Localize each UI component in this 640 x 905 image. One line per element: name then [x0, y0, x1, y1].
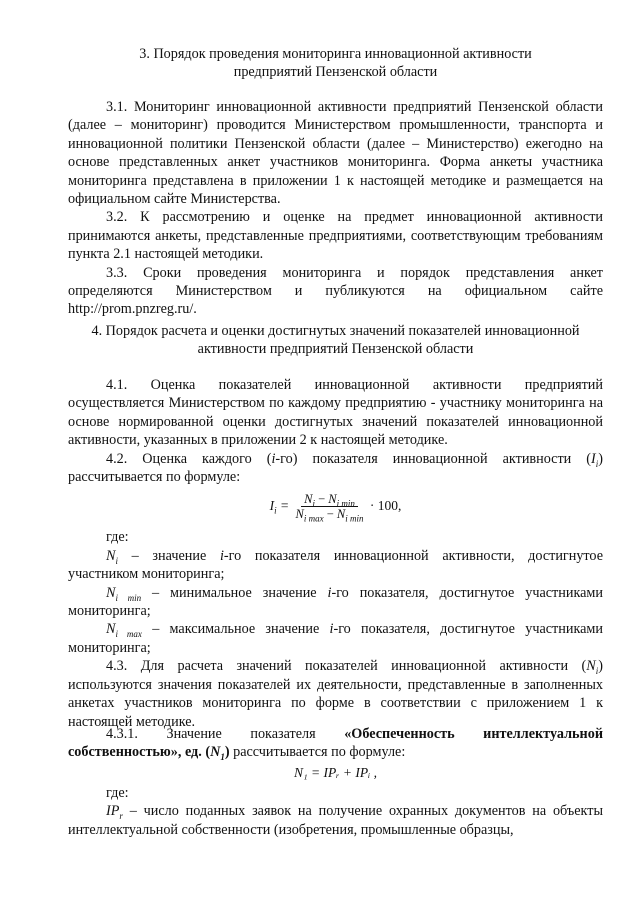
section-4-body	[68, 376, 603, 731]
section-4-title-line2: активности предприятий Пензенской области	[197, 341, 474, 358]
definition-ipr: $IP_r$ – число поданных заявок на получение охранных документов на объекты интеллектуальной собственности (изобретения, промышленные образцы,	[68, 803, 603, 838]
section-3-title-line2: предприятий Пензенской области	[233, 64, 438, 81]
definition-ni-max: $N_{i max}$ – максимальное значение i-го показателя, достигнутое участниками мониторинга;	[68, 621, 603, 656]
p42-text-a: 4.2. Оценка каждого (	[106, 450, 272, 467]
formula-ip-sum	[68, 762, 603, 784]
paragraph-4-2	[68, 450, 603, 487]
definition-ni-min: $N_{i min}$ – минимальное значение i-го показателя, достигнутое участниками мониторинга;	[68, 584, 603, 620]
section-4-heading	[68, 322, 603, 359]
paragraph-4-3-1: 4.3.1. Значение показателя «Обеспеченность интеллектуальной собственностью», ед. $(N_1)$ рассчитывается по формуле:	[68, 726, 603, 763]
paragraph-3-2: 3.2. К рассмотрению и оценке на предмет инновационной активности принимаются анкеты, представленные предприятиями, соответствующим требованиям пункта 2.1 настоящей методики.	[68, 209, 603, 263]
where-label-1: где:	[106, 529, 129, 546]
formula-ip-sum-text: N₁ = IPᵣ + IPᵢ ,	[293, 764, 378, 780]
paragraph-3-3: 3.3. Сроки проведения мониторинга и порядок представления анкет определяются Министерством и публикуются на официальном сайте http://prom.pnzreg.ru/.	[68, 264, 603, 318]
section-4-title-line1: 4. Порядок расчета и оценки достигнутых значений показателей инновационной	[91, 323, 580, 339]
p42-text-c: ) рассчитывается по формуле:	[68, 450, 603, 486]
p42-var-i: i	[271, 450, 276, 467]
section-3-heading	[68, 45, 603, 82]
p42-text-b: -го) показателя инновационной активности (	[275, 450, 592, 467]
definition-ni: $N_i$ – значение i-го показателя инновационной активности, достигнутое участником мониторинга;	[68, 547, 603, 583]
paragraph-3-1: 3.1. Мониторинг инновационной активности предприятий Пензенской области (далее – мониторинг) проводится Министерством промышленности, транспорта и инновационной политики Пензенской области (далее – Министерство) ежегодно на основе представленных анкет участников мониторинга. Форма анкеты участника мониторинга представлена в приложении 1 к настоящей методике и размещается на официальном сайте Министерства.	[68, 99, 603, 208]
section-4-3-1-body	[68, 725, 603, 839]
paragraph-4-1: 4.1. Оценка показателей инновационной активности предприятий осуществляется Министерством по каждому предприятию - участнику мониторинга на основе нормированной оценки достигнутых значений показателей инновационной активности, указанных в приложении 2 к настоящей методике.	[68, 377, 603, 449]
formula-lhs: $I_i$ =	[269, 498, 293, 516]
p42-symbol: $I_i$	[591, 450, 599, 469]
formula-multiplier: · 100,	[369, 498, 402, 514]
where-label-2: где:	[106, 784, 129, 801]
formula-denominator: $N_{i max} - N_{i min}$	[295, 506, 364, 524]
section-3-body	[68, 98, 603, 319]
formula-fraction	[293, 491, 367, 524]
formula-normalized-score	[68, 488, 603, 524]
section-3-title-line1: 3. Порядок проведения мониторинга инновационной активности	[139, 46, 532, 62]
formula-numerator: $N_i - N_{i min}$	[301, 492, 358, 507]
paragraph-4-3: 4.3. Для расчета значений показателей инновационной активности $(N_i)$ используются значения показателей их деятельности, представленные в заполненных анкетах участников мониторинга по форме в соответствии с приложением 1 к настоящей методике.	[68, 658, 603, 730]
